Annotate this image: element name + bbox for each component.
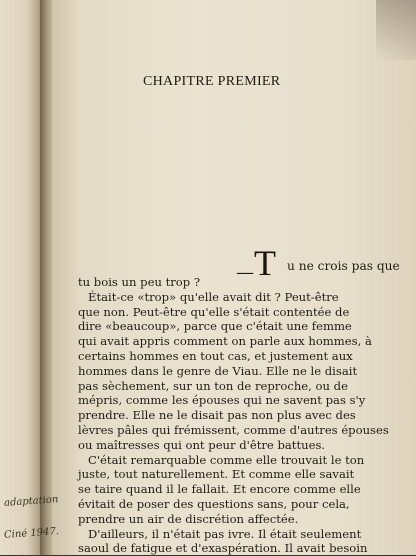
left-page	[0, 0, 44, 555]
text-line: lèvres pâles qui frémissent, comme d'autres épouses	[78, 423, 389, 437]
text-line: ou maîtresses qui ont peur d'être battues.	[78, 437, 326, 452]
text-line: prendre un air de discrétion affectée.	[78, 511, 299, 526]
drop-cap: T	[254, 243, 276, 283]
text-line: mépris, comme les épouses qui ne savent pas s'y	[78, 393, 366, 408]
first-line-text: u ne crois pas que	[287, 259, 400, 273]
text-line: prendre. Elle ne le disait pas non plus avec des	[78, 408, 356, 423]
page-shadow	[376, 0, 416, 60]
text-line: qui avait appris comment on parle aux hommes, à	[78, 334, 372, 349]
text-line: que non. Peut-être qu'elle s'était contentée de	[78, 304, 350, 319]
text-line: juste, tout naturellement. Et comme elle savait	[78, 467, 355, 482]
text-line: C'était remarquable comme elle trouvait le ton	[88, 452, 365, 467]
margin-note-cine: Ciné 1947.	[3, 526, 60, 541]
text-line: dire «beaucoup», parce que c'était une femme	[78, 319, 352, 334]
text-line: tu bois un peu trop ?	[78, 275, 201, 289]
text-line: se taire quand il le fallait. Et encore comme elle	[78, 482, 361, 497]
dialogue-dash: —	[236, 262, 254, 283]
text-line: évitait de poser des questions sans, pour cela,	[78, 497, 350, 511]
text-line: hommes dans le genre de Viau. Elle ne le disait	[78, 363, 358, 378]
text-line: saoul de fatigue et d'exaspération. Il avait besoin	[78, 541, 368, 556]
text-line: pas sèchement, sur un ton de reproche, ou de	[78, 378, 348, 393]
text-line: D'ailleurs, il n'était pas ivre. Il était seulement	[88, 526, 362, 541]
text-line: Était-ce «trop» qu'elle avait dit ? Peut-être	[88, 289, 339, 304]
text-line: certains hommes en tout cas, et justement aux	[78, 349, 353, 363]
chapter-title: CHAPITRE PREMIER	[143, 74, 281, 89]
margin-note-adaptation: adaptation	[3, 494, 59, 509]
